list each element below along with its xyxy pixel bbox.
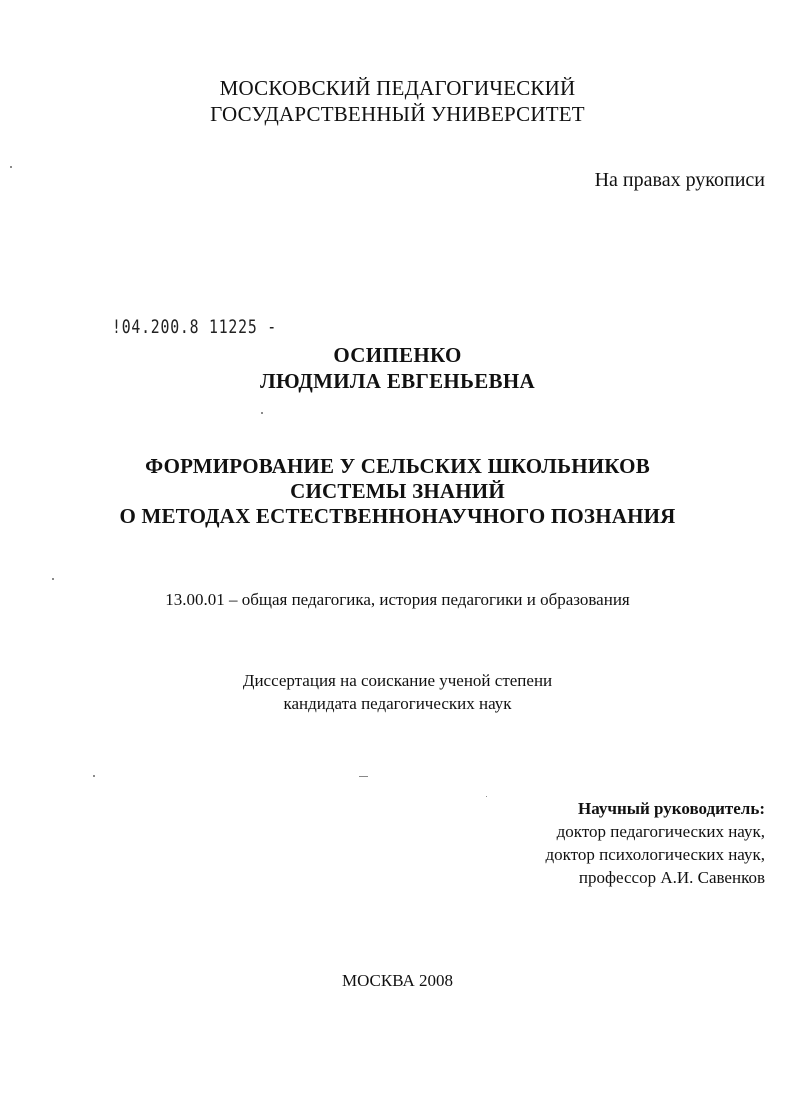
- specialty-code: 13.00.01 – общая педагогика, история педагогики и образования: [165, 590, 630, 609]
- dissertation-line-2: кандидата педагогических наук: [283, 694, 512, 713]
- thesis-title-line-3: О МЕТОДАХ ЕСТЕСТВЕННОНАУЧНОГО ПОЗНАНИЯ: [119, 504, 676, 528]
- scan-speck: [10, 166, 12, 168]
- thesis-title-line-1: ФОРМИРОВАНИЕ У СЕЛЬСКИХ ШКОЛЬНИКОВ: [145, 454, 650, 478]
- scan-speck: [52, 578, 54, 580]
- scan-mark: [359, 776, 368, 777]
- supervisor-degree-2: доктор психологических наук,: [545, 845, 765, 864]
- author-surname: ОСИПЕНКО: [333, 343, 462, 367]
- university-name-line-1: МОСКОВСКИЙ ПЕДАГОГИЧЕСКИЙ: [219, 76, 576, 100]
- library-stamp-number: !04.200.8 11225 -: [112, 316, 277, 338]
- thesis-title-line-2: СИСТЕМЫ ЗНАНИЙ: [290, 479, 505, 503]
- supervisor-degree-1: доктор педагогических наук,: [556, 822, 765, 841]
- supervisor-heading: Научный руководитель:: [578, 799, 765, 818]
- supervisor-name: профессор А.И. Савенков: [578, 868, 765, 887]
- manuscript-rights-note: На правах рукописи: [594, 169, 765, 191]
- scan-speck: [261, 412, 263, 414]
- scan-speck: [486, 796, 487, 797]
- city-year: МОСКВА 2008: [341, 971, 454, 990]
- university-name-line-2: ГОСУДАРСТВЕННЫЙ УНИВЕРСИТЕТ: [210, 102, 585, 126]
- dissertation-line-1: Диссертация на соискание ученой степени: [242, 671, 553, 690]
- scan-speck: [93, 775, 95, 777]
- author-given-names: ЛЮДМИЛА ЕВГЕНЬЕВНА: [260, 369, 535, 393]
